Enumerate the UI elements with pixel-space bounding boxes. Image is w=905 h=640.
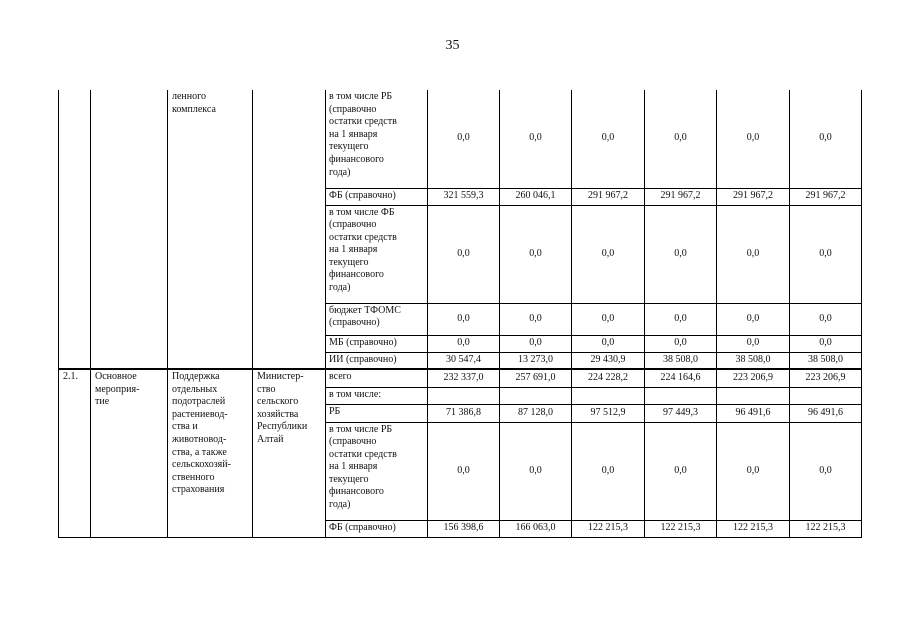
source-cell: в том числе: (326, 387, 428, 404)
source-cell: бюджет ТФОМС (справочно) (326, 303, 428, 335)
value-cell: 0,0 (500, 303, 572, 335)
value-cell: 291 967,2 (717, 188, 790, 205)
value-cell (717, 387, 790, 404)
value-cell: 38 508,0 (645, 352, 717, 369)
value-cell: 321 559,3 (428, 188, 500, 205)
value-cell (572, 387, 645, 404)
value-cell (645, 387, 717, 404)
value-cell: 0,0 (500, 205, 572, 303)
value-cell (500, 387, 572, 404)
value-cell: 122 215,3 (572, 520, 645, 537)
value-cell (428, 387, 500, 404)
executor-cell (253, 90, 326, 369)
value-cell: 87 128,0 (500, 404, 572, 422)
value-cell: 223 206,9 (790, 369, 862, 387)
value-cell: 0,0 (717, 422, 790, 520)
value-cell: 291 967,2 (572, 188, 645, 205)
value-cell: 224 228,2 (572, 369, 645, 387)
value-cell: 0,0 (717, 205, 790, 303)
value-cell: 0,0 (645, 90, 717, 188)
value-cell: 0,0 (790, 335, 862, 352)
value-cell: 30 547,4 (428, 352, 500, 369)
value-cell: 0,0 (790, 205, 862, 303)
value-cell: 0,0 (717, 335, 790, 352)
value-cell: 257 691,0 (500, 369, 572, 387)
number-cell (59, 90, 91, 369)
financing-table (58, 90, 862, 538)
table-row (59, 90, 862, 188)
value-cell: 97 449,3 (645, 404, 717, 422)
value-cell: 0,0 (500, 335, 572, 352)
page-number: 35 (445, 38, 460, 53)
value-cell: 223 206,9 (717, 369, 790, 387)
value-cell: 38 508,0 (790, 352, 862, 369)
value-cell: 224 164,6 (645, 369, 717, 387)
source-cell: ФБ (справочно) (326, 188, 428, 205)
value-cell: 29 430,9 (572, 352, 645, 369)
value-cell: 13 273,0 (500, 352, 572, 369)
source-cell: в том числе РБ (справочно остатки средств на 1 января текущего финансового года) (326, 90, 428, 188)
value-cell: 0,0 (572, 205, 645, 303)
value-cell: 0,0 (790, 422, 862, 520)
source-cell: ИИ (справочно) (326, 352, 428, 369)
value-cell: 97 512,9 (572, 404, 645, 422)
value-cell: 232 337,0 (428, 369, 500, 387)
value-cell: 0,0 (790, 303, 862, 335)
value-cell: 0,0 (428, 303, 500, 335)
table-row (59, 369, 862, 387)
value-cell: 0,0 (645, 335, 717, 352)
value-cell: 291 967,2 (645, 188, 717, 205)
value-cell: 0,0 (645, 303, 717, 335)
section-status: Основное мероприя- тие (91, 369, 168, 537)
source-cell: РБ (326, 404, 428, 422)
value-cell: 0,0 (572, 303, 645, 335)
value-cell: 0,0 (572, 335, 645, 352)
value-cell: 38 508,0 (717, 352, 790, 369)
value-cell: 96 491,6 (717, 404, 790, 422)
source-cell: в том числе РБ (справочно остатки средств на 1 января текущего финансового года) (326, 422, 428, 520)
section-executor: Министер- ство сельского хозяйства Республики Алтай (253, 369, 326, 537)
value-cell: 0,0 (428, 205, 500, 303)
value-cell: 122 215,3 (645, 520, 717, 537)
value-cell: 0,0 (428, 422, 500, 520)
value-cell: 0,0 (645, 205, 717, 303)
source-cell: МБ (справочно) (326, 335, 428, 352)
status-cell (91, 90, 168, 369)
value-cell: 0,0 (790, 90, 862, 188)
value-cell: 122 215,3 (790, 520, 862, 537)
value-cell: 291 967,2 (790, 188, 862, 205)
value-cell: 0,0 (572, 422, 645, 520)
table-body (59, 90, 862, 537)
value-cell: 0,0 (717, 90, 790, 188)
value-cell: 96 491,6 (790, 404, 862, 422)
value-cell: 0,0 (428, 90, 500, 188)
section-name: Поддержка отдельных подотраслей растениевод- ства и животновод- ства, а также сельскохозяй- ственного страхования (168, 369, 253, 537)
value-cell: 0,0 (428, 335, 500, 352)
value-cell: 0,0 (572, 90, 645, 188)
value-cell: 122 215,3 (717, 520, 790, 537)
value-cell: 0,0 (500, 422, 572, 520)
value-cell: 0,0 (645, 422, 717, 520)
value-cell: 71 386,8 (428, 404, 500, 422)
source-cell: всего (326, 369, 428, 387)
value-cell: 166 063,0 (500, 520, 572, 537)
value-cell: 260 046,1 (500, 188, 572, 205)
section-number: 2.1. (59, 369, 91, 537)
value-cell: 156 398,6 (428, 520, 500, 537)
value-cell: 0,0 (500, 90, 572, 188)
source-cell: в том числе ФБ (справочно остатки средств на 1 января текущего финансового года) (326, 205, 428, 303)
event-name-cell: ленного комплекса (168, 90, 253, 369)
value-cell: 0,0 (717, 303, 790, 335)
value-cell (790, 387, 862, 404)
source-cell: ФБ (справочно) (326, 520, 428, 537)
